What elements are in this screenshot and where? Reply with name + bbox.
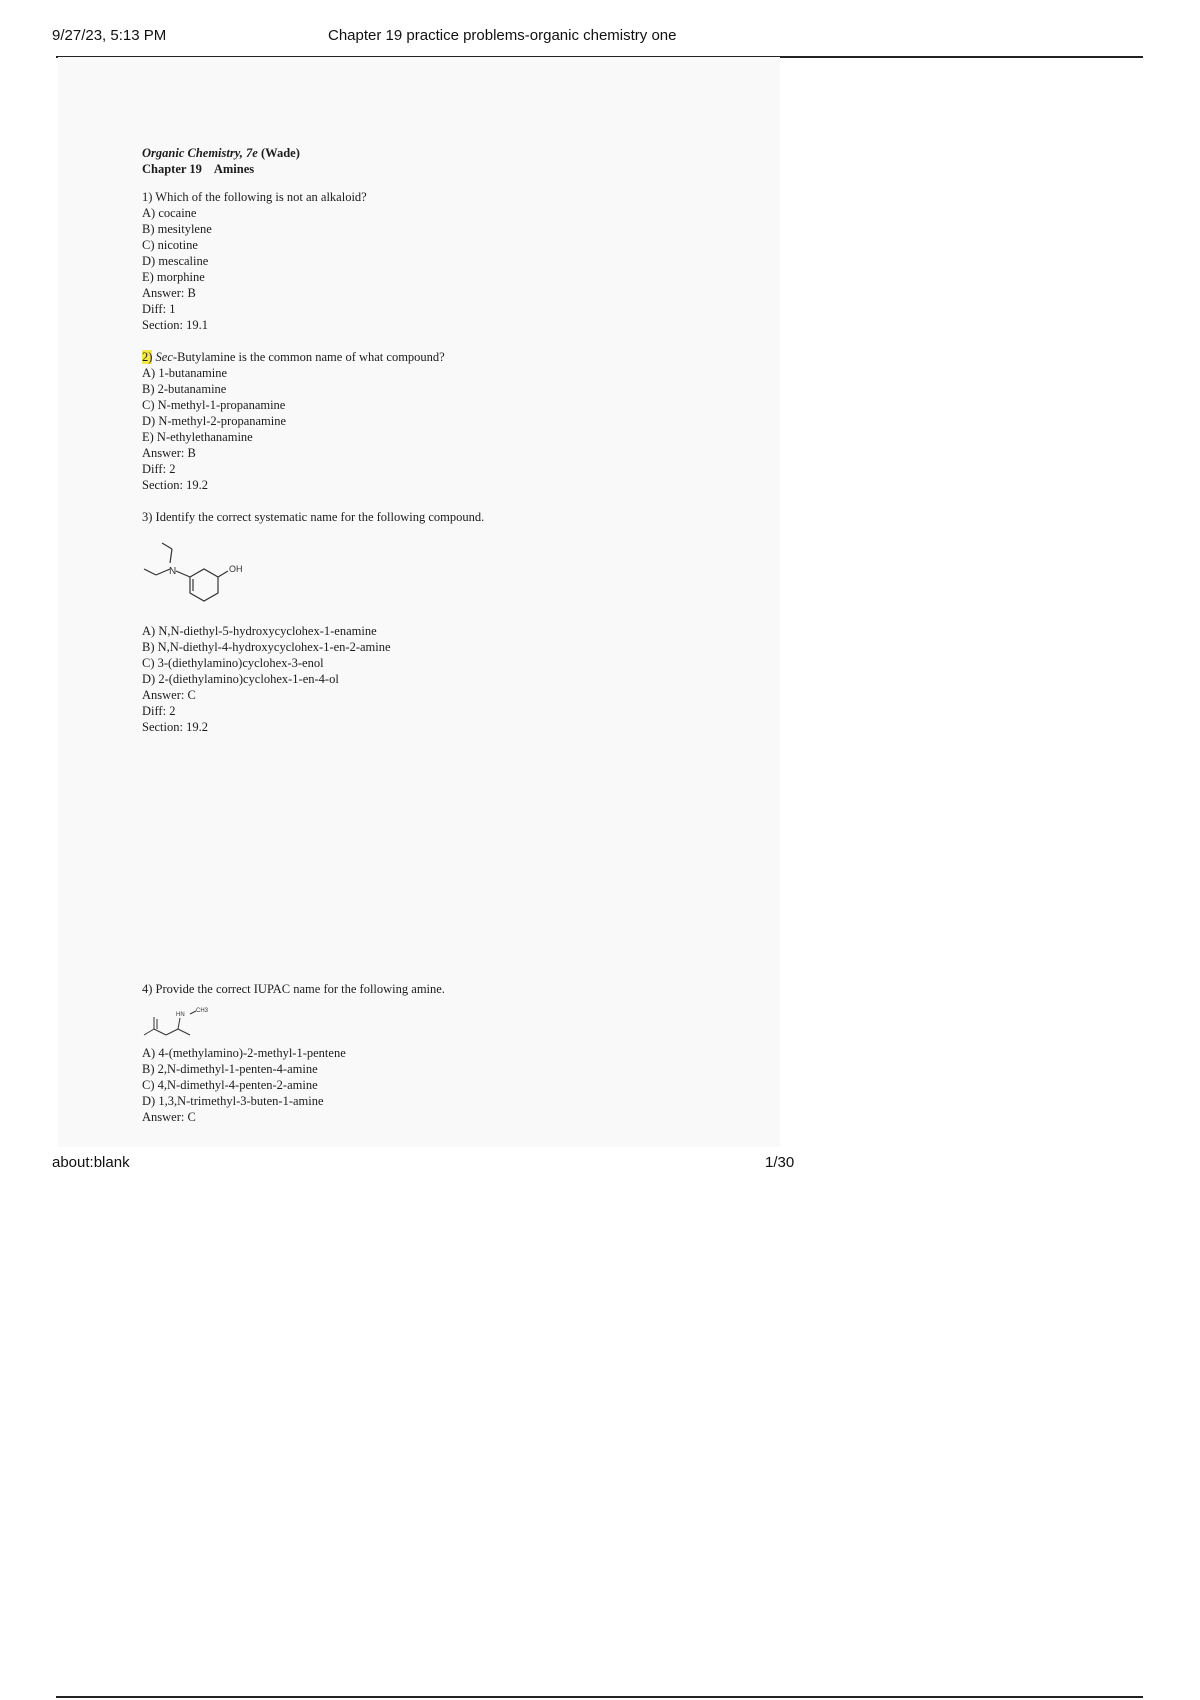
option: D) mescaline: [142, 254, 209, 268]
question-1: [142, 189, 742, 333]
section: Section: 19.2: [142, 478, 208, 492]
structure-label-oh: OH: [229, 564, 243, 574]
option: A) 1-butanamine: [142, 366, 228, 380]
difficulty: Diff: 1: [142, 302, 176, 316]
book-title: [142, 145, 742, 161]
answer: Answer: C: [142, 688, 196, 702]
difficulty: Diff: 2: [142, 462, 176, 476]
question-prompt: 1) Which of the following is not an alkaloid?: [142, 190, 367, 204]
difficulty: Diff: 2: [142, 704, 176, 718]
print-datetime: 9/27/23, 5:13 PM: [52, 27, 167, 44]
option: E) N-ethylethanamine: [142, 430, 253, 444]
option: E) morphine: [142, 270, 205, 284]
answer: Answer: B: [142, 446, 196, 460]
question-prompt: 4) Provide the correct IUPAC name for the following amine.: [142, 982, 445, 996]
print-url: about:blank: [52, 1154, 130, 1171]
option: A) 4-(methylamino)-2-methyl-1-pentene: [142, 1046, 346, 1060]
prompt-italic: Sec: [155, 350, 173, 364]
scanned-page: [58, 57, 780, 1147]
structure-label-ch3: CH3: [196, 1008, 209, 1014]
option: D) 1,3,N-trimethyl-3-buten-1-amine: [142, 1094, 324, 1108]
print-page-title: Chapter 19 practice problems-organic chemistry one: [328, 27, 677, 44]
question-2: [142, 349, 742, 493]
option: A) N,N-diethyl-5-hydroxycyclohex-1-enamine: [142, 624, 377, 638]
bottom-divider: [56, 1696, 1143, 1698]
question-4: [142, 981, 742, 1125]
print-header: [0, 0, 1200, 60]
prompt-rest: -Butylamine is the common name of what compound?: [172, 350, 445, 364]
methylamino-pentene-structure: [142, 1005, 232, 1041]
section: Section: 19.2: [142, 720, 208, 734]
blank-space: [142, 751, 742, 981]
option: C) N-methyl-1-propanamine: [142, 398, 286, 412]
book-title-rest: (Wade): [257, 146, 300, 160]
answer-cut-off: Answer: C: [142, 1110, 196, 1124]
question-prompt: 3) Identify the correct systematic name for the following compound.: [142, 510, 485, 524]
chapter-title: [142, 161, 742, 177]
structure-label-hn: HN: [176, 1012, 185, 1018]
page-number: 1/30: [765, 1154, 795, 1171]
option: B) 2,N-dimethyl-1-penten-4-amine: [142, 1062, 318, 1076]
answer: Answer: B: [142, 286, 196, 300]
option: B) mesitylene: [142, 222, 212, 236]
chapter-label: Chapter 19: [142, 162, 202, 176]
option: C) 3-(diethylamino)cyclohex-3-enol: [142, 656, 324, 670]
question-3: [142, 509, 742, 735]
highlighted-question-number: 2): [142, 350, 153, 364]
section: Section: 19.1: [142, 318, 208, 332]
book-title-italic: Organic Chemistry, 7e: [142, 146, 258, 160]
diethylamino-cyclohexenol-structure: [142, 539, 262, 609]
structure-label-n: N: [169, 566, 177, 577]
option: B) N,N-diethyl-4-hydroxycyclohex-1-en-2-amine: [142, 640, 391, 654]
print-footer: [0, 1150, 1200, 1180]
chapter-name: Amines: [213, 162, 255, 176]
question-prompt: [142, 349, 742, 365]
option: C) nicotine: [142, 238, 198, 252]
option: D) N-methyl-2-propanamine: [142, 414, 287, 428]
option: C) 4,N-dimethyl-4-penten-2-amine: [142, 1078, 318, 1092]
option: A) cocaine: [142, 206, 197, 220]
option: B) 2-butanamine: [142, 382, 227, 396]
document-body: [142, 145, 742, 1141]
option: D) 2-(diethylamino)cyclohex-1-en-4-ol: [142, 672, 339, 686]
